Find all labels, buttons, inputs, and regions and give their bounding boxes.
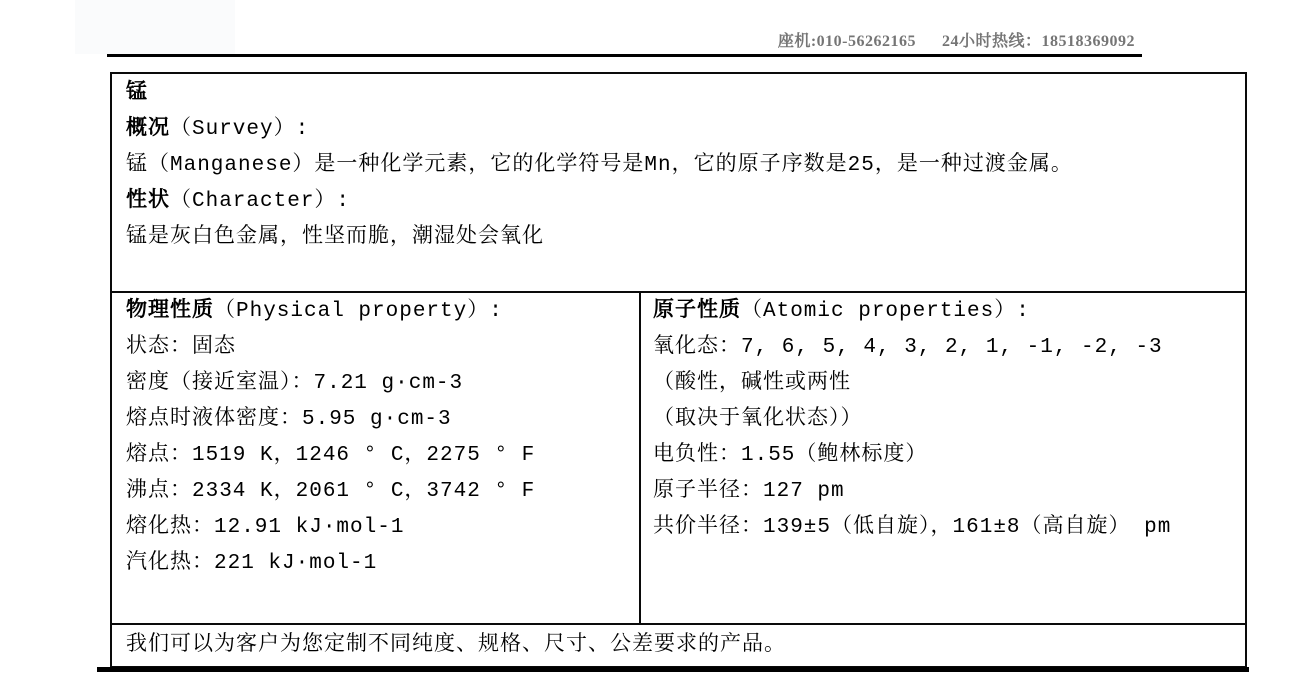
survey-heading-en: （Survey）: [170,118,310,141]
atomic-heading [653,294,1235,330]
atomic-row: 电负性：1.55（鲍林标度） [653,444,928,467]
physical-row: 熔化热：12.91 kJ·mol-1 [126,516,405,539]
character-text: 锰是灰白色金属，性坚而脆，潮湿处会氧化 [126,226,544,249]
product-info-table [110,72,1247,668]
bottom-bar [97,667,1249,672]
survey-heading-cn: 概况 [126,118,170,141]
physical-heading-cn: 物理性质 [126,300,214,323]
atomic-row: 氧化态：7, 6, 5, 4, 3, 2, 1, -1, -2, -3 [653,336,1163,359]
custom-note-text: 我们可以为客户为您定制不同纯度、规格、尺寸、公差要求的产品。 [126,634,786,657]
logo-placeholder [75,0,235,54]
physical-row: 沸点：2334 K，2061 ° C，3742 ° F [126,480,536,503]
phone-number: 座机:010-56262165 [777,33,916,50]
character-heading [126,184,1231,220]
atomic-row: （取决于氧化状态）） [653,408,863,431]
survey-text: 锰（Manganese）是一种化学元素，它的化学符号是Mn，它的原子序数是25，是一种过渡金属。 [126,154,1073,177]
physical-heading-en: （Physical property）: [214,300,503,323]
header-divider [107,54,1142,57]
header-contact [778,31,1135,53]
atomic-heading-cn: 原子性质 [653,300,741,323]
hotline-number: 24小时热线：18518369092 [941,33,1135,50]
physical-properties-cell [112,293,641,623]
character-heading-en: （Character）: [170,190,351,213]
atomic-properties-cell [641,293,1245,623]
product-title: 锰 [126,82,148,105]
intro-section [112,74,1245,293]
physical-row: 密度（接近室温）：7.21 g·cm-3 [126,372,464,395]
character-heading-cn: 性状 [126,190,170,213]
physical-heading [126,294,627,330]
physical-row: 熔点时液体密度：5.95 g·cm-3 [126,408,452,431]
atomic-heading-en: （Atomic properties）: [741,300,1030,323]
survey-heading [126,112,1231,148]
physical-row: 状态：固态 [126,336,236,359]
properties-section [112,293,1245,625]
atomic-row: 共价半径：139±5（低自旋），161±8（高自旋） pm [653,516,1172,539]
atomic-row: （酸性，碱性或两性 [653,372,851,395]
atomic-row: 原子半径：127 pm [653,480,845,503]
custom-note-section [112,625,1245,666]
physical-row: 汽化热：221 kJ·mol-1 [126,552,378,575]
physical-row: 熔点：1519 K，1246 ° C，2275 ° F [126,444,536,467]
